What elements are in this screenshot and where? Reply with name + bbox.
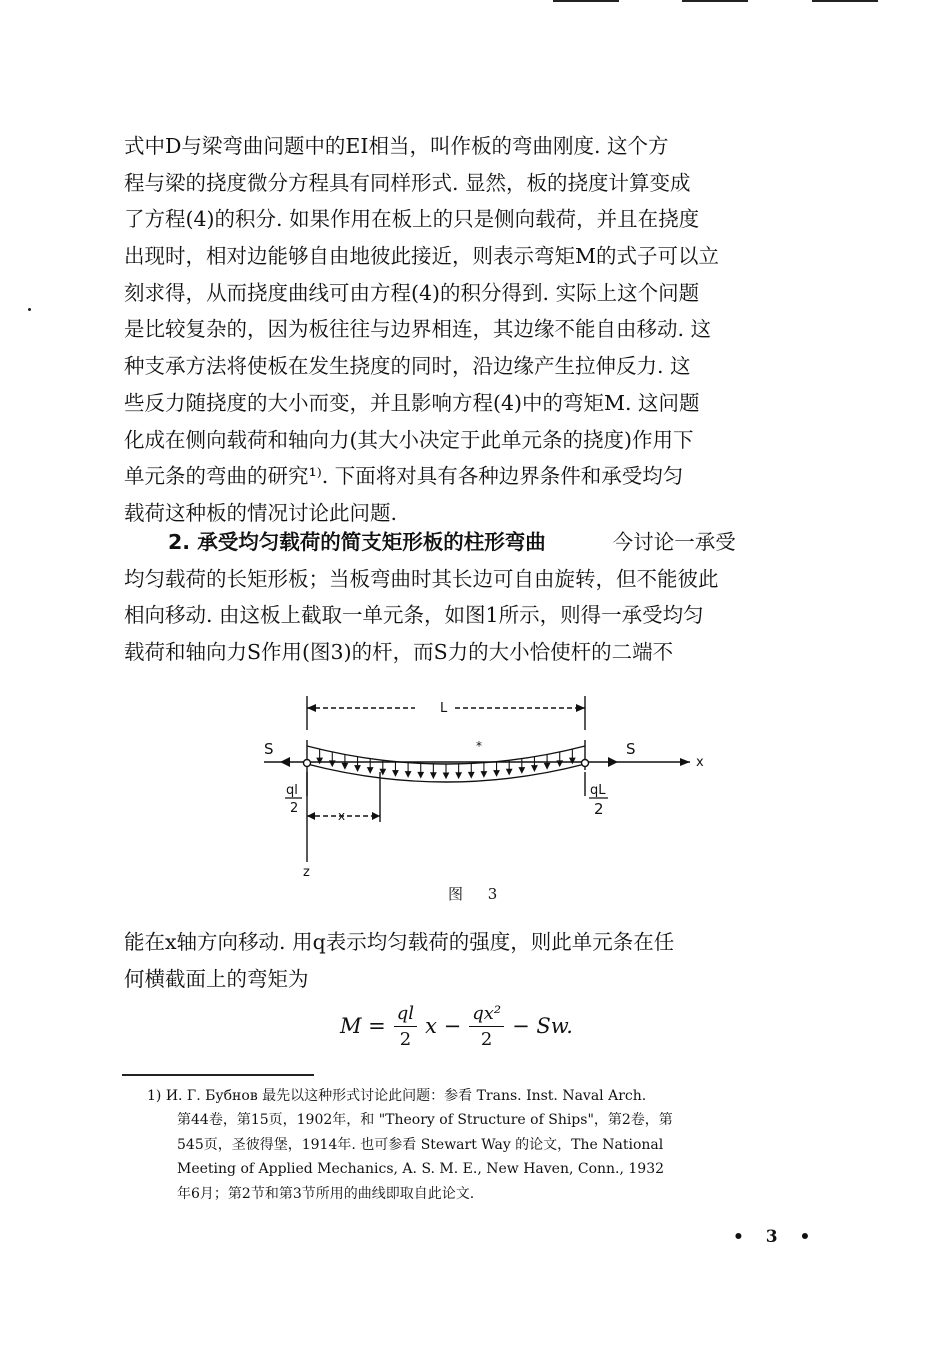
load-arrow-head — [557, 761, 562, 766]
load-arrow-head — [393, 771, 398, 776]
footnote-line: 第44卷，第15页，1902年，和 "Theory of Structure of Ships"，第2卷，第 — [177, 1112, 673, 1129]
x-dim-arrowhead-left — [307, 812, 315, 820]
figure-caption: 图 3 — [448, 885, 508, 903]
x-dim-arrowhead-right — [372, 812, 380, 820]
beam-top-edge — [307, 746, 585, 764]
load-arrow-head — [342, 763, 347, 768]
figure-3-beam-diagram — [250, 690, 710, 910]
footnote — [147, 1084, 827, 1206]
dim-arrowhead-right — [576, 704, 585, 712]
label-load-mark: * — [476, 739, 482, 753]
section-2-paragraph — [124, 524, 830, 671]
load-arrow-head — [456, 773, 461, 778]
fraction-ql-over-2 — [394, 1003, 417, 1050]
top-rule-2 — [682, 0, 748, 2]
footnote-rule — [122, 1074, 314, 1076]
load-arrow-head — [532, 766, 537, 771]
text-line: 载荷和轴向力S作用(图3)的杆，而S力的大小恰使杆的二端不 — [124, 640, 674, 665]
pin-support-right — [582, 760, 589, 767]
footnote-line: 545页，圣彼得堡，1914年. 也可参看 Stewart Way 的论文，The National — [177, 1136, 664, 1153]
fraction-numerator: ql — [394, 1003, 417, 1027]
section-heading: 2. 承受均匀载荷的简支矩形板的柱形弯曲 — [168, 530, 546, 554]
pin-support-left — [304, 760, 311, 767]
text-line: 何横截面上的弯矩为 — [124, 966, 309, 991]
fraction-denominator: 2 — [480, 1028, 493, 1050]
label-z-axis: z — [303, 865, 310, 880]
paragraph-1 — [124, 128, 830, 532]
fraction-denominator: 2 — [399, 1028, 412, 1050]
load-arrow-head — [519, 768, 524, 773]
text-line: 单元条的弯曲的研究¹⁾. 下面将对具有各种边界条件和承受均匀 — [124, 464, 684, 489]
section-text: 今讨论一承受 — [612, 530, 736, 554]
footnote-line: Meeting of Applied Mechanics, A. S. M. E., New Haven, Conn., 1932 — [177, 1161, 665, 1178]
load-arrow-head — [494, 771, 499, 776]
s-arrow-right — [608, 757, 618, 767]
top-rule-3 — [812, 0, 878, 2]
load-arrow-head — [330, 761, 335, 766]
text-line: 相向移动. 由这板上截取一单元条，如图1所示，则得一承受均匀 — [124, 603, 704, 628]
label-x-dim: x — [338, 809, 346, 823]
reaction-right-num: qL — [590, 783, 606, 798]
footnote-line: 1) И. Г. Бубнов 最先以这种形式讨论此问题：参看 Trans. Inst. Naval Arch. — [147, 1088, 647, 1104]
text-line: 出现时，相对边能够自由地彼此接近，则表示弯矩M的式子可以立 — [124, 244, 719, 269]
reaction-right-den: 2 — [594, 800, 604, 818]
top-rule-1 — [553, 0, 619, 2]
moment-formula — [340, 996, 573, 1056]
formula-lhs: M = — [340, 1014, 386, 1038]
load-arrow-head — [545, 763, 550, 768]
fraction-numerator: qx² — [469, 1003, 504, 1027]
label-x-axis: x — [696, 755, 704, 770]
text-line: 载荷这种板的情况讨论此问题. — [124, 500, 398, 525]
text-line: 种支承方法将使板在发生挠度的同时，沿边缘产生拉伸反力. 这 — [124, 354, 691, 379]
load-arrow-head — [469, 772, 474, 777]
load-arrow-head — [380, 769, 385, 774]
section-first-line — [124, 524, 830, 561]
x-axis-arrowhead — [680, 758, 690, 766]
text-line: 些反力随挠度的大小而变，并且影响方程(4)中的弯矩M. 这问题 — [124, 390, 700, 415]
page-number: • 3 • — [733, 1227, 819, 1247]
load-arrow-head — [431, 773, 436, 778]
text-line: 刻求得，从而挠度曲线可由方程(4)的积分得到. 实际上这个问题 — [124, 280, 700, 305]
dim-arrowhead-left — [307, 704, 316, 712]
paragraph-2 — [124, 924, 830, 997]
text-line: 了方程(4)的积分. 如果作用在板上的只是侧向载荷，并且在挠度 — [124, 207, 700, 232]
load-arrow-head — [406, 772, 411, 777]
s-arrow-left — [280, 757, 290, 767]
margin-speck — [28, 308, 31, 311]
fraction-qx2-over-2 — [469, 1003, 504, 1050]
text-line: 化成在侧向载荷和轴向力(其大小决定于此单元条的挠度)作用下 — [124, 427, 694, 452]
label-s-left: S — [264, 740, 274, 758]
load-arrow-head — [507, 769, 512, 774]
formula-term: x − — [425, 1014, 462, 1038]
label-length: L — [440, 701, 448, 716]
text-line: 均匀载荷的长矩形板；当板弯曲时其长边可自由旋转，但不能彼此 — [124, 566, 719, 591]
footnote-line: 年6月；第2节和第3节所用的曲线即取自此论文. — [177, 1185, 475, 1202]
formula-term: − Sw. — [512, 1014, 573, 1038]
load-arrow-head — [418, 772, 423, 777]
load-arrow-head — [444, 773, 449, 778]
label-s-right: S — [626, 740, 636, 758]
load-arrow-head — [368, 768, 373, 773]
reaction-left-num: ql — [286, 783, 298, 798]
text-line: 式中D与梁弯曲问题中的EI相当，叫作板的弯曲刚度. 这个方 — [124, 134, 669, 158]
reaction-left-den: 2 — [290, 801, 299, 816]
load-arrow-head — [355, 766, 360, 771]
load-arrow-head — [481, 772, 486, 777]
text-line: 程与梁的挠度微分方程具有同样形式. 显然，板的挠度计算变成 — [124, 170, 691, 195]
text-line: 是比较复杂的，因为板往往与边界相连，其边缘不能自由移动. 这 — [124, 317, 712, 342]
text-line: 能在x轴方向移动. 用q表示均匀载荷的强度，则此单元条在任 — [124, 930, 675, 954]
